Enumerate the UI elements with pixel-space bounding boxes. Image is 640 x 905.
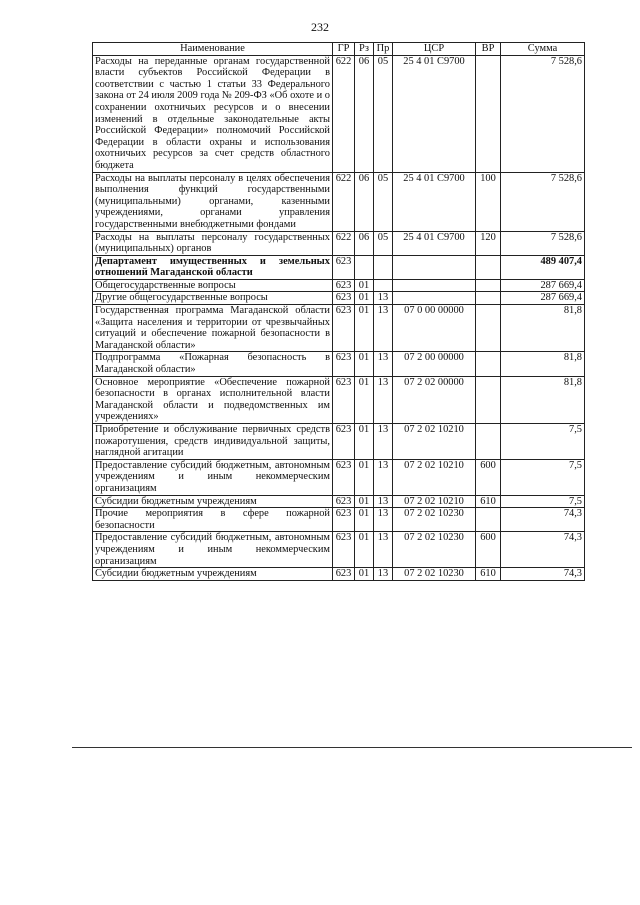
cell-vr: 610 (476, 495, 501, 508)
cell-pr: 13 (374, 508, 393, 532)
cell-pr: 05 (374, 231, 393, 255)
cell-gr: 622 (333, 231, 355, 255)
cell-name: Расходы на выплаты персоналу государственных (муниципальных) органов (93, 231, 333, 255)
cell-sum: 287 669,4 (501, 279, 585, 292)
table-body (93, 55, 585, 580)
cell-name: Государственная программа Магаданской области «Защита населения и территории от чрезвычайных ситуаций и обеспечение пожарной безопасности в Магаданской области» (93, 305, 333, 352)
cell-vr: 100 (476, 172, 501, 231)
cell-gr: 623 (333, 424, 355, 460)
cell-gr: 623 (333, 305, 355, 352)
table-header-row (93, 43, 585, 56)
cell-vr: 610 (476, 568, 501, 581)
cell-gr: 623 (333, 255, 355, 279)
column-header-rz: Рз (355, 43, 374, 56)
cell-pr: 13 (374, 352, 393, 376)
cell-pr: 05 (374, 172, 393, 231)
cell-pr: 13 (374, 376, 393, 423)
cell-vr (476, 352, 501, 376)
cell-sum: 7 528,6 (501, 231, 585, 255)
cell-csr: 07 2 02 10230 (393, 532, 476, 568)
cell-vr (476, 424, 501, 460)
cell-csr: 07 2 02 00000 (393, 376, 476, 423)
cell-sum: 489 407,4 (501, 255, 585, 279)
cell-sum: 7 528,6 (501, 172, 585, 231)
cell-vr (476, 279, 501, 292)
cell-gr: 623 (333, 376, 355, 423)
cell-csr: 25 4 01 С9700 (393, 172, 476, 231)
cell-csr: 07 2 02 10230 (393, 568, 476, 581)
cell-gr: 623 (333, 279, 355, 292)
cell-pr (374, 255, 393, 279)
budget-table (92, 42, 585, 581)
cell-rz: 06 (355, 55, 374, 172)
cell-sum: 7,5 (501, 459, 585, 495)
cell-csr: 25 4 01 С9700 (393, 231, 476, 255)
cell-csr: 25 4 01 С9700 (393, 55, 476, 172)
cell-gr: 623 (333, 495, 355, 508)
cell-csr (393, 279, 476, 292)
cell-name: Прочие мероприятия в сфере пожарной безопасности (93, 508, 333, 532)
table-row (93, 424, 585, 460)
cell-csr (393, 292, 476, 305)
cell-name: Приобретение и обслуживание первичных средств пожаротушения, средств индивидуальной защиты, наглядной агитации (93, 424, 333, 460)
cell-vr (476, 255, 501, 279)
cell-rz: 06 (355, 231, 374, 255)
cell-gr: 623 (333, 532, 355, 568)
column-header-name: Наименование (93, 43, 333, 56)
cell-vr: 600 (476, 532, 501, 568)
cell-vr (476, 55, 501, 172)
column-header-gr: ГР (333, 43, 355, 56)
cell-sum: 81,8 (501, 352, 585, 376)
cell-gr: 623 (333, 459, 355, 495)
column-header-vr: ВР (476, 43, 501, 56)
table-row (93, 495, 585, 508)
cell-csr: 07 2 02 10210 (393, 459, 476, 495)
cell-csr: 07 2 02 10210 (393, 424, 476, 460)
cell-rz: 01 (355, 508, 374, 532)
cell-name: Департамент имущественных и земельных отношений Магаданской области (93, 255, 333, 279)
cell-name: Предоставление субсидий бюджетным, автономным учреждениям и иным некоммерческим организациям (93, 532, 333, 568)
cell-rz: 01 (355, 424, 374, 460)
table-row (93, 279, 585, 292)
footer-rule (72, 747, 632, 748)
cell-rz: 01 (355, 305, 374, 352)
cell-pr: 13 (374, 568, 393, 581)
cell-vr (476, 292, 501, 305)
cell-sum: 7,5 (501, 424, 585, 460)
column-header-csr: ЦСР (393, 43, 476, 56)
cell-name: Предоставление субсидий бюджетным, автономным учреждениям и иным некоммерческим организациям (93, 459, 333, 495)
cell-pr: 13 (374, 424, 393, 460)
cell-pr: 13 (374, 459, 393, 495)
table-row (93, 568, 585, 581)
cell-name: Основное мероприятие «Обеспечение пожарной безопасности в органах исполнительной власти Магаданской области и подведомственных им учреждениях» (93, 376, 333, 423)
cell-csr: 07 0 00 00000 (393, 305, 476, 352)
cell-pr: 13 (374, 495, 393, 508)
cell-rz: 01 (355, 279, 374, 292)
cell-pr: 13 (374, 292, 393, 305)
cell-sum: 287 669,4 (501, 292, 585, 305)
cell-name: Общегосударственные вопросы (93, 279, 333, 292)
cell-rz: 01 (355, 459, 374, 495)
cell-pr: 13 (374, 532, 393, 568)
column-header-pr: Пр (374, 43, 393, 56)
table-row (93, 172, 585, 231)
cell-rz (355, 255, 374, 279)
cell-rz: 01 (355, 532, 374, 568)
table-row (93, 255, 585, 279)
cell-rz: 01 (355, 495, 374, 508)
cell-name: Субсидии бюджетным учреждениям (93, 568, 333, 581)
cell-sum: 74,3 (501, 532, 585, 568)
table-row (93, 55, 585, 172)
cell-pr: 05 (374, 55, 393, 172)
cell-sum: 81,8 (501, 305, 585, 352)
table-row (93, 231, 585, 255)
cell-sum: 81,8 (501, 376, 585, 423)
cell-csr (393, 255, 476, 279)
cell-gr: 622 (333, 172, 355, 231)
cell-sum: 7 528,6 (501, 55, 585, 172)
cell-vr: 120 (476, 231, 501, 255)
cell-sum: 7,5 (501, 495, 585, 508)
table-row (93, 459, 585, 495)
cell-name: Субсидии бюджетным учреждениям (93, 495, 333, 508)
table-row (93, 305, 585, 352)
cell-sum: 74,3 (501, 568, 585, 581)
cell-name: Расходы на выплаты персоналу в целях обеспечения выполнения функций государственными (муниципальными) органами, казенными учреждениями, органами управления государственными внебюджетными фондами (93, 172, 333, 231)
cell-name: Другие общегосударственные вопросы (93, 292, 333, 305)
cell-rz: 01 (355, 292, 374, 305)
cell-gr: 623 (333, 568, 355, 581)
cell-csr: 07 2 02 10210 (393, 495, 476, 508)
cell-gr: 623 (333, 292, 355, 305)
cell-name: Расходы на переданные органам государственной власти субъектов Российской Федерации в соответствии с частью 1 статьи 33 Федерального закона от 24 июля 2009 года № 209-ФЗ «Об охоте и о сохранении охотничьих ресурсов и о внесении изменений в отдельные законодательные акты Российской Федерации» полномочий Российской Федерации в области охраны и использования охотничьих ресурсов за счет средств областного бюджета (93, 55, 333, 172)
cell-pr (374, 279, 393, 292)
cell-sum: 74,3 (501, 508, 585, 532)
cell-vr (476, 305, 501, 352)
table-row (93, 352, 585, 376)
cell-csr: 07 2 00 00000 (393, 352, 476, 376)
cell-pr: 13 (374, 305, 393, 352)
table-row (93, 376, 585, 423)
cell-vr: 600 (476, 459, 501, 495)
page-number: 232 (311, 20, 329, 34)
cell-rz: 01 (355, 568, 374, 581)
cell-gr: 623 (333, 508, 355, 532)
cell-name: Подпрограмма «Пожарная безопасность в Магаданской области» (93, 352, 333, 376)
cell-gr: 623 (333, 352, 355, 376)
table-row (93, 292, 585, 305)
cell-vr (476, 376, 501, 423)
column-header-sum: Сумма (501, 43, 585, 56)
table-row (93, 508, 585, 532)
table-row (93, 532, 585, 568)
cell-rz: 01 (355, 376, 374, 423)
cell-gr: 622 (333, 55, 355, 172)
cell-csr: 07 2 02 10230 (393, 508, 476, 532)
cell-vr (476, 508, 501, 532)
cell-rz: 06 (355, 172, 374, 231)
cell-rz: 01 (355, 352, 374, 376)
